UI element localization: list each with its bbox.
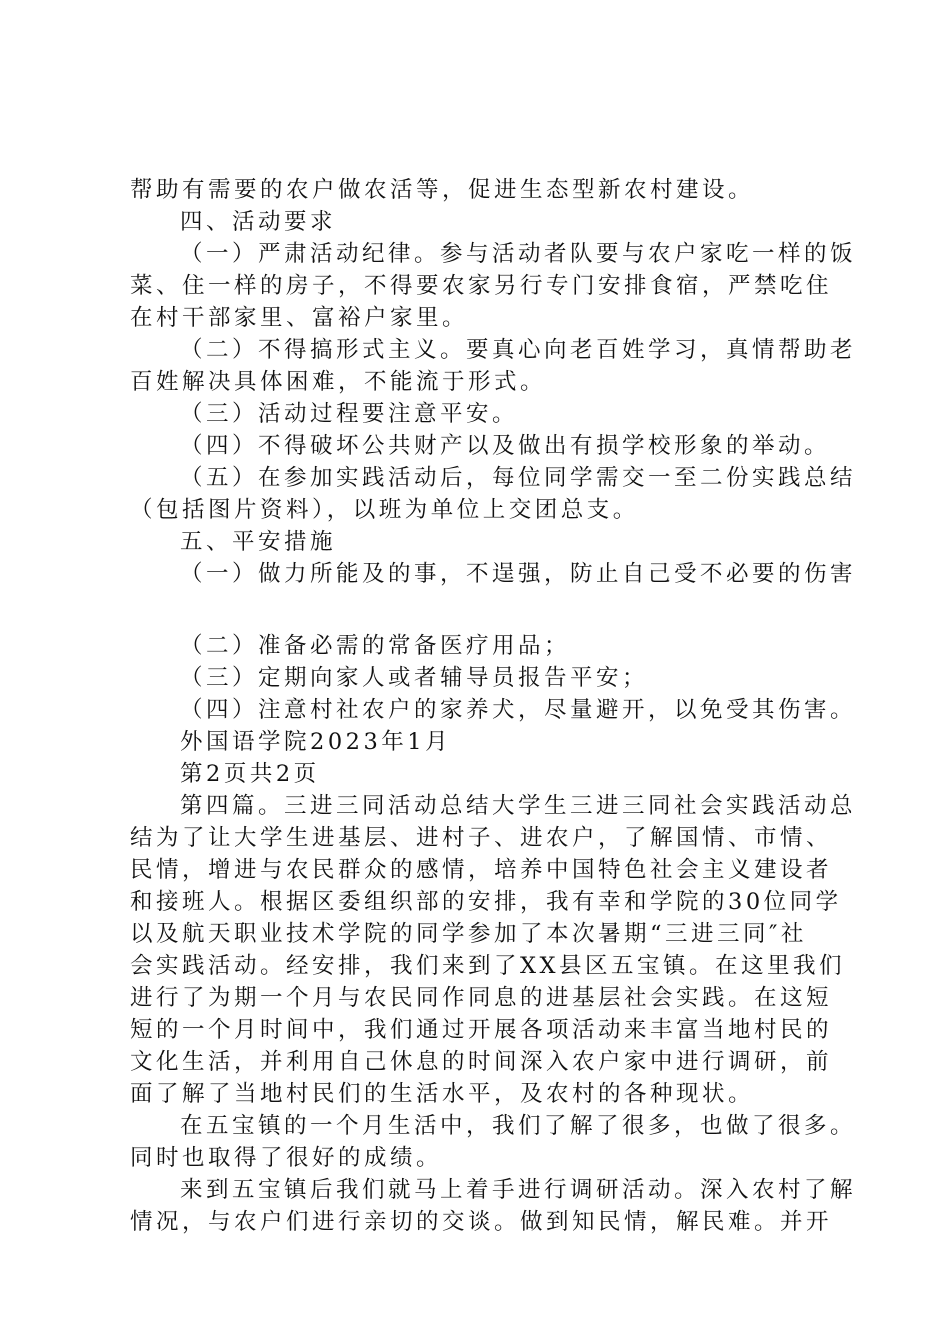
blank-line bbox=[130, 590, 835, 630]
text-line: 同时也取得了很好的成绩。 bbox=[130, 1145, 443, 1171]
text-line: （三）活动过程要注意平安。 bbox=[180, 401, 519, 427]
text-line: （三）定期向家人或者辅导员报告平安； bbox=[180, 665, 649, 691]
text-line: 进行了为期一个月与农民同作同息的进基层社会实践。在这短 bbox=[130, 985, 833, 1011]
text-line: （五）在参加实践活动后，每位同学需交一至二份实践总结 bbox=[180, 465, 857, 491]
document-body bbox=[130, 174, 857, 1238]
text-line: 会实践活动。经安排，我们来到了XX县区五宝镇。在这里我们 bbox=[130, 953, 846, 979]
text-line: （一）严肃活动纪律。参与活动者队要与农户家吃一样的饭 bbox=[180, 241, 857, 267]
text-line: 在五宝镇的一个月生活中，我们了解了很多，也做了很多。 bbox=[180, 1113, 857, 1139]
text-line: 帮助有需要的农户做农活等，促进生态型新农村建设。 bbox=[130, 177, 755, 203]
text-line: （四）不得破坏公共财产以及做出有损学校形象的举动。 bbox=[180, 433, 831, 459]
text-line: 来到五宝镇后我们就马上着手进行调研活动。深入农村了解 bbox=[180, 1177, 857, 1203]
text-line: 菜、住一样的房子，不得要农家另行专门安排食宿，严禁吃住 bbox=[130, 273, 833, 299]
text-line: 五、平安措施 bbox=[180, 529, 337, 555]
text-line: （四）注意村社农户的家养犬，尽量避开，以免受其伤害。 bbox=[180, 697, 857, 723]
text-line: 文化生活，并利用自己休息的时间深入农户家中进行调研，前 bbox=[130, 1049, 833, 1075]
text-line: 以及航天职业技术学院的同学参加了本次暑期“三进三同″社 bbox=[130, 921, 807, 947]
text-line: 短的一个月时间中，我们通过开展各项活动来丰富当地村民的 bbox=[130, 1017, 833, 1043]
text-line: 四、活动要求 bbox=[180, 209, 337, 235]
text-line: （二）不得搞形式主义。要真心向老百姓学习，真情帮助老 bbox=[180, 337, 857, 363]
text-line: 第2页共2页 bbox=[180, 761, 320, 787]
text-line: 面了解了当地村民们的生活水平，及农村的各种现状。 bbox=[130, 1081, 755, 1107]
text-line: 民情，增进与农民群众的感情，培养中国特色社会主义建设者 bbox=[130, 857, 833, 883]
text-line: 百姓解决具体困难，不能流于形式。 bbox=[130, 369, 547, 395]
text-line: 和接班人。根据区委组织部的安排，我有幸和学院的30位同学 bbox=[130, 889, 842, 915]
text-line: 情况，与农户们进行亲切的交谈。做到知民情，解民难。并开 bbox=[130, 1209, 833, 1235]
text-line: 在村干部家里、富裕户家里。 bbox=[130, 305, 469, 331]
text-line: 结为了让大学生进基层、进村子、进农户，了解国情、市情、 bbox=[130, 825, 833, 851]
text-line: （二）准备必需的常备医疗用品； bbox=[180, 633, 571, 659]
text-line: （包括图片资料），以班为单位上交团总支。 bbox=[130, 497, 639, 523]
text-line: 第四篇。三进三同活动总结大学生三进三同社会实践活动总 bbox=[180, 793, 857, 819]
text-line: 外国语学院2023年1月 bbox=[180, 729, 452, 755]
text-line: （一）做力所能及的事，不逞强，防止自己受不必要的伤害 bbox=[180, 561, 857, 587]
